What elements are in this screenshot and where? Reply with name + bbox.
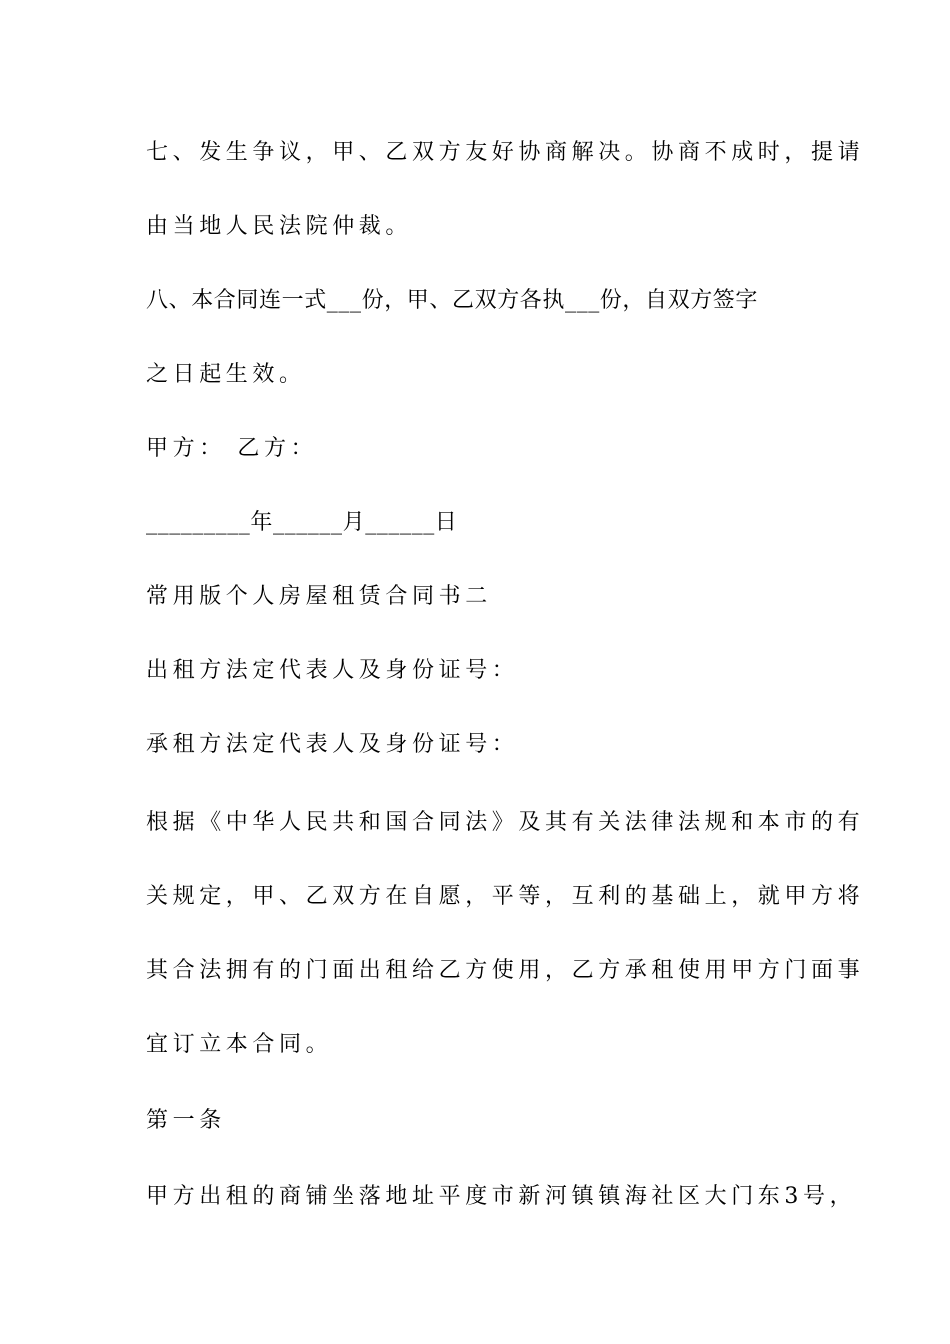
lessee-representative-line: 承租方法定代表人及身份证号：: [146, 732, 519, 757]
preamble-line-3: 其合法拥有的门面出租给乙方使用，乙方承租使用甲方门面事: [146, 958, 865, 983]
contract-two-title: 常用版个人房屋租赁合同书二: [146, 584, 492, 609]
signature-parties-line: 甲方： 乙方：: [146, 436, 318, 461]
clause-seven-line-2: 由当地人民法院仲裁。: [146, 214, 413, 239]
preamble-line-2: 关规定，甲、乙双方在自愿，平等，互利的基础上，就甲方将: [146, 884, 865, 909]
clause-eight-line-2: 之日起生效。: [146, 362, 306, 387]
clause-seven-line-1: 七、发生争议，甲、乙双方友好协商解决。协商不成时，提请: [146, 140, 865, 165]
lessor-representative-line: 出租方法定代表人及身份证号：: [146, 658, 519, 683]
article-one-line-1: 甲方出租的商铺坐落地址平度市新河镇镇海社区大门东3号，: [146, 1184, 857, 1209]
preamble-line-4: 宜订立本合同。: [146, 1032, 333, 1057]
preamble-line-1: 根据《中华人民共和国合同法》及其有关法律法规和本市的有: [146, 810, 865, 835]
clause-eight-line-1: 八、本合同连一式___份，甲、乙双方各执___份，自双方签字: [146, 288, 759, 313]
article-one-heading: 第一条: [146, 1108, 226, 1133]
date-line: _________年______月______日: [146, 510, 458, 535]
